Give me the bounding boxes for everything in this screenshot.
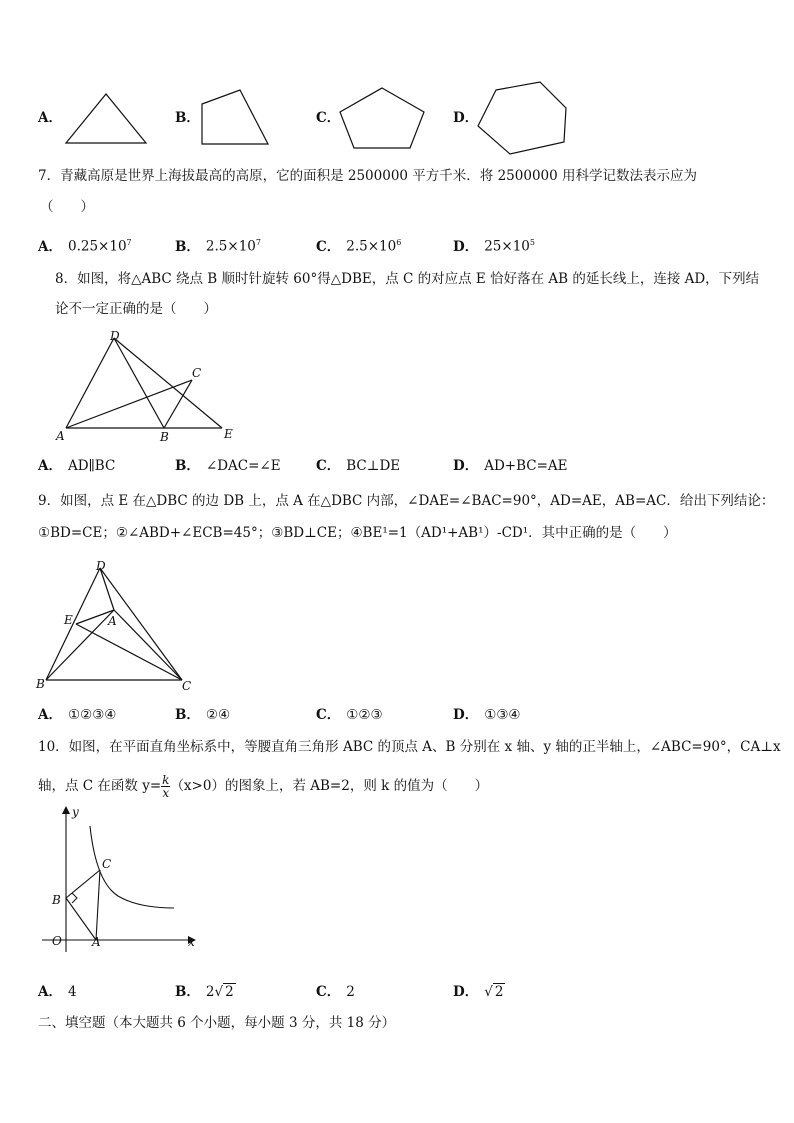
option-text: BC⊥DE [346,458,401,474]
q10-option-a [38,983,77,1001]
q10-text-before-fraction: 轴，点 C 在函数 y= [38,778,162,794]
q7-option-b [175,234,261,256]
option-letter: B． [175,110,200,126]
label-x-axis: x [188,935,195,949]
q9-option-a [38,706,116,724]
q7-question-line1: 7．青藏高原是世界上海拔最高的高原，它的面积是 2500000 平方千米．将 2500000 用科学记数法表示应为 [38,168,698,184]
label-e: E [224,427,233,441]
pentagon-figure [338,86,428,151]
option-letter: A． [38,707,62,723]
q8-option-c [316,457,400,475]
q9-option-b [175,706,230,724]
option-text: 2 [346,984,355,1000]
q10-question-line1: 10．如图，在平面直角坐标系中，等腰直角三角形 ABC 的顶点 A、B 分别在 x 轴、y 轴的正半轴上，∠ABC=90°，CA⊥x [38,739,781,755]
q8-question-line1: 8．如图，将△ABC 绕点 B 顺时针旋转 60°得△DBE，点 C 的对应点 E 恰好落在 AB 的延长线上，连接 AD，下列结 [55,271,760,287]
option-letter: A． [38,984,62,1000]
option-letter: D． [453,238,479,255]
q7-option-c [316,234,401,256]
q8-question-line2: 论不一定正确的是（ ） [55,301,217,317]
option-letter: B． [175,707,200,723]
option-letter: D． [453,984,479,1000]
option-letter: D． [453,707,479,723]
option-letter: C． [316,707,341,723]
option-letter: A． [38,110,62,126]
label-c: C [182,679,192,693]
option-text: ①③④ [484,707,521,723]
q10-coordinate-figure [38,802,208,954]
option-exponent: 7 [126,238,132,247]
option-coefficient: 2 [205,984,215,1000]
q10-option-b [175,983,236,1001]
q9-triangle-figure [34,558,204,693]
option-value: 0.25×10 [67,238,127,255]
option-value: 25×10 [484,238,530,255]
option-letter: A． [38,458,62,474]
option-letter: C． [316,984,341,1000]
label-e: E [64,613,73,627]
option-text: 4 [67,984,77,1000]
q8-option-d [453,457,568,475]
q10-option-d [453,983,505,1001]
option-letter: D． [453,458,479,474]
option-letter: B． [175,984,200,1000]
option-text: ②④ [205,707,231,723]
label-d: D [110,329,120,343]
sqrt-icon: √ [214,984,224,1000]
label-c: C [102,857,112,871]
option-exponent: 7 [255,238,261,247]
hexagon-figure [476,80,571,158]
option-text: ∠DAC=∠E [205,458,281,474]
triangle-figure [64,92,154,147]
option-text: ①②③④ [67,707,117,723]
q7-question-line2: （ ） [40,199,94,215]
q8-option-b [175,457,281,475]
q9-question-line1: 9．如图，点 E 在△DBC 的边 DB 上，点 A 在△DBC 内部，∠DAE=∠BAC=90°，AD=AE，AB=AC．给出下列结论： [38,493,775,509]
label-a: A [92,935,101,949]
sqrt-icon: √ [484,984,493,1000]
label-b: B [36,677,45,691]
label-o: O [52,934,62,948]
label-d: D [96,559,106,573]
option-letter: B． [175,458,200,474]
q8-option-a [38,457,115,475]
option-letter: C． [316,458,341,474]
fraction-denominator: x [162,786,170,800]
q10-option-c [316,983,355,1001]
option-text: AD+BC=AE [484,458,568,474]
fraction-numerator: k [162,773,170,787]
option-value: 2.5×10 [346,238,397,255]
label-b: B [52,893,61,907]
option-letter: A． [38,238,62,255]
q7-option-d [453,234,535,256]
sqrt-radicand: 2 [225,984,234,1000]
label-b: B [160,430,169,444]
label-a: A [108,614,117,628]
option-value: 2.5×10 [205,238,256,255]
option-text: ①②③ [346,707,383,723]
q9-question-line2: ①BD=CE；②∠ABD+∠ECB=45°；③BD⊥CE；④BE¹=1（AD¹+AB¹）-CD¹．其中正确的是（ ） [38,525,677,541]
option-letter: C． [316,238,341,255]
label-y-axis: y [72,805,79,819]
option-text: AD∥BC [67,458,116,474]
option-letter: B． [175,238,200,255]
quadrilateral-figure [196,88,276,148]
q9-option-d [453,706,521,724]
q9-option-c [316,706,383,724]
label-a: A [56,429,65,443]
option-letter: D． [453,110,479,126]
sqrt-radicand: 2 [494,984,504,1000]
q8-rotation-figure [52,328,242,446]
option-letter: C． [316,110,341,126]
option-exponent: 5 [529,238,535,247]
option-exponent: 6 [396,238,402,247]
q7-option-a [38,234,132,256]
q10-question-line2 [38,774,488,799]
q10-text-after-fraction: （x>0）的图象上，若 AB=2，则 k 的值为（ ） [170,778,489,794]
section-heading: 二、填空题（本大题共 6 个小题，每小题 3 分，共 18 分） [38,1015,396,1031]
label-c: C [192,366,202,380]
